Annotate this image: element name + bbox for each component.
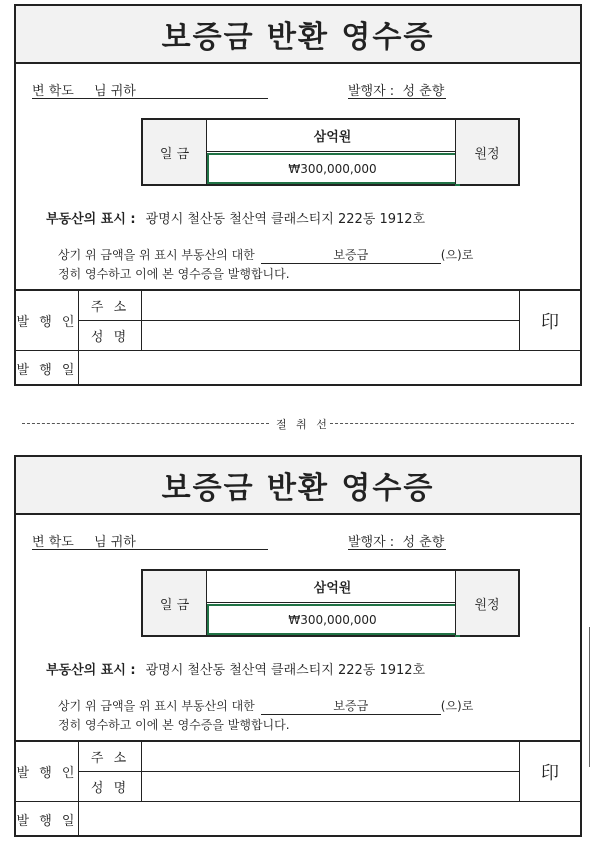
receipt-title: 보증금 반환 영수증 [161,20,435,55]
grid-seal: 印 [520,291,580,351]
amount-suffix: 원정 [455,120,518,184]
statement-blank: 보증금 [261,697,441,715]
cut-dash-right [330,423,574,424]
receipt-title: 보증금 반환 영수증 [161,471,435,506]
amount-box [141,569,520,637]
amount-korean: 삼억원 [207,120,458,152]
property-value: 광명시 철산동 철산역 클래스티지 222동 1912호 [145,212,426,227]
amount-label: 일 금 [143,120,207,184]
issuer-line [348,531,446,550]
grid-seal: 印 [520,742,580,802]
cut-dash-left [22,423,269,424]
grid-name-label: 성 명 [79,772,142,802]
issuer-label: 발행자 : [348,535,395,550]
recipient-name: 변 학도 [32,84,74,99]
grid-date-label: 발 행 일 [16,351,79,386]
issuer-name: 성 춘향 [402,84,445,99]
statement-suffix: (으)로 [440,248,474,262]
grid-address-value[interactable] [142,291,520,321]
amount-box [141,118,520,186]
property-value: 광명시 철산동 철산역 클래스티지 222동 1912호 [145,663,426,678]
property-line [46,208,425,227]
statement-blank: 보증금 [261,246,441,264]
amount-number-cell[interactable]: ₩300,000,000 [207,604,458,635]
grid-name-value[interactable] [142,321,520,351]
grid-name-value[interactable] [142,772,520,802]
recipient-name: 변 학도 [32,535,74,550]
cut-line [22,416,574,430]
issuer-label: 발행자 : [348,84,395,99]
property-line [46,659,425,678]
title-bar [16,6,580,64]
amount-number-cell[interactable]: ₩300,000,000 [207,153,458,184]
property-label: 부동산의 표시 : [46,212,136,227]
amount-label: 일 금 [143,571,207,635]
issuer-line [348,80,446,99]
issuer-grid [16,289,580,386]
recipient-suffix: 님 귀하 [94,84,136,99]
grid-address-label: 주 소 [79,742,142,772]
statement-line-1 [58,246,473,264]
statement-line-2: 정히 영수하고 이에 본 영수증을 발행합니다. [58,267,290,281]
grid-issuer-label: 발 행 인 [16,742,79,802]
issuer-name: 성 춘향 [402,535,445,550]
statement-line-2: 정히 영수하고 이에 본 영수증을 발행합니다. [58,718,290,732]
statement-line-1 [58,697,473,715]
recipient-line [32,80,268,99]
grid-date-label: 발 행 일 [16,802,79,837]
recipient-suffix: 님 귀하 [94,535,136,550]
edge-marker [589,627,593,767]
receipt-bottom [14,455,582,837]
amount-korean: 삼억원 [207,571,458,603]
receipt-top [14,4,582,386]
property-label: 부동산의 표시 : [46,663,136,678]
statement-prefix: 상기 위 금액을 위 표시 부동산의 대한 [58,699,255,713]
grid-issuer-label: 발 행 인 [16,291,79,351]
grid-date-value[interactable] [79,351,580,386]
issuer-grid [16,740,580,837]
amount-suffix: 원정 [455,571,518,635]
grid-address-value[interactable] [142,742,520,772]
grid-address-label: 주 소 [79,291,142,321]
grid-name-label: 성 명 [79,321,142,351]
grid-date-value[interactable] [79,802,580,837]
statement-prefix: 상기 위 금액을 위 표시 부동산의 대한 [58,248,255,262]
cut-line-label: 절 취 선 [276,418,330,431]
statement-suffix: (으)로 [440,699,474,713]
recipient-line [32,531,268,550]
title-bar [16,457,580,515]
